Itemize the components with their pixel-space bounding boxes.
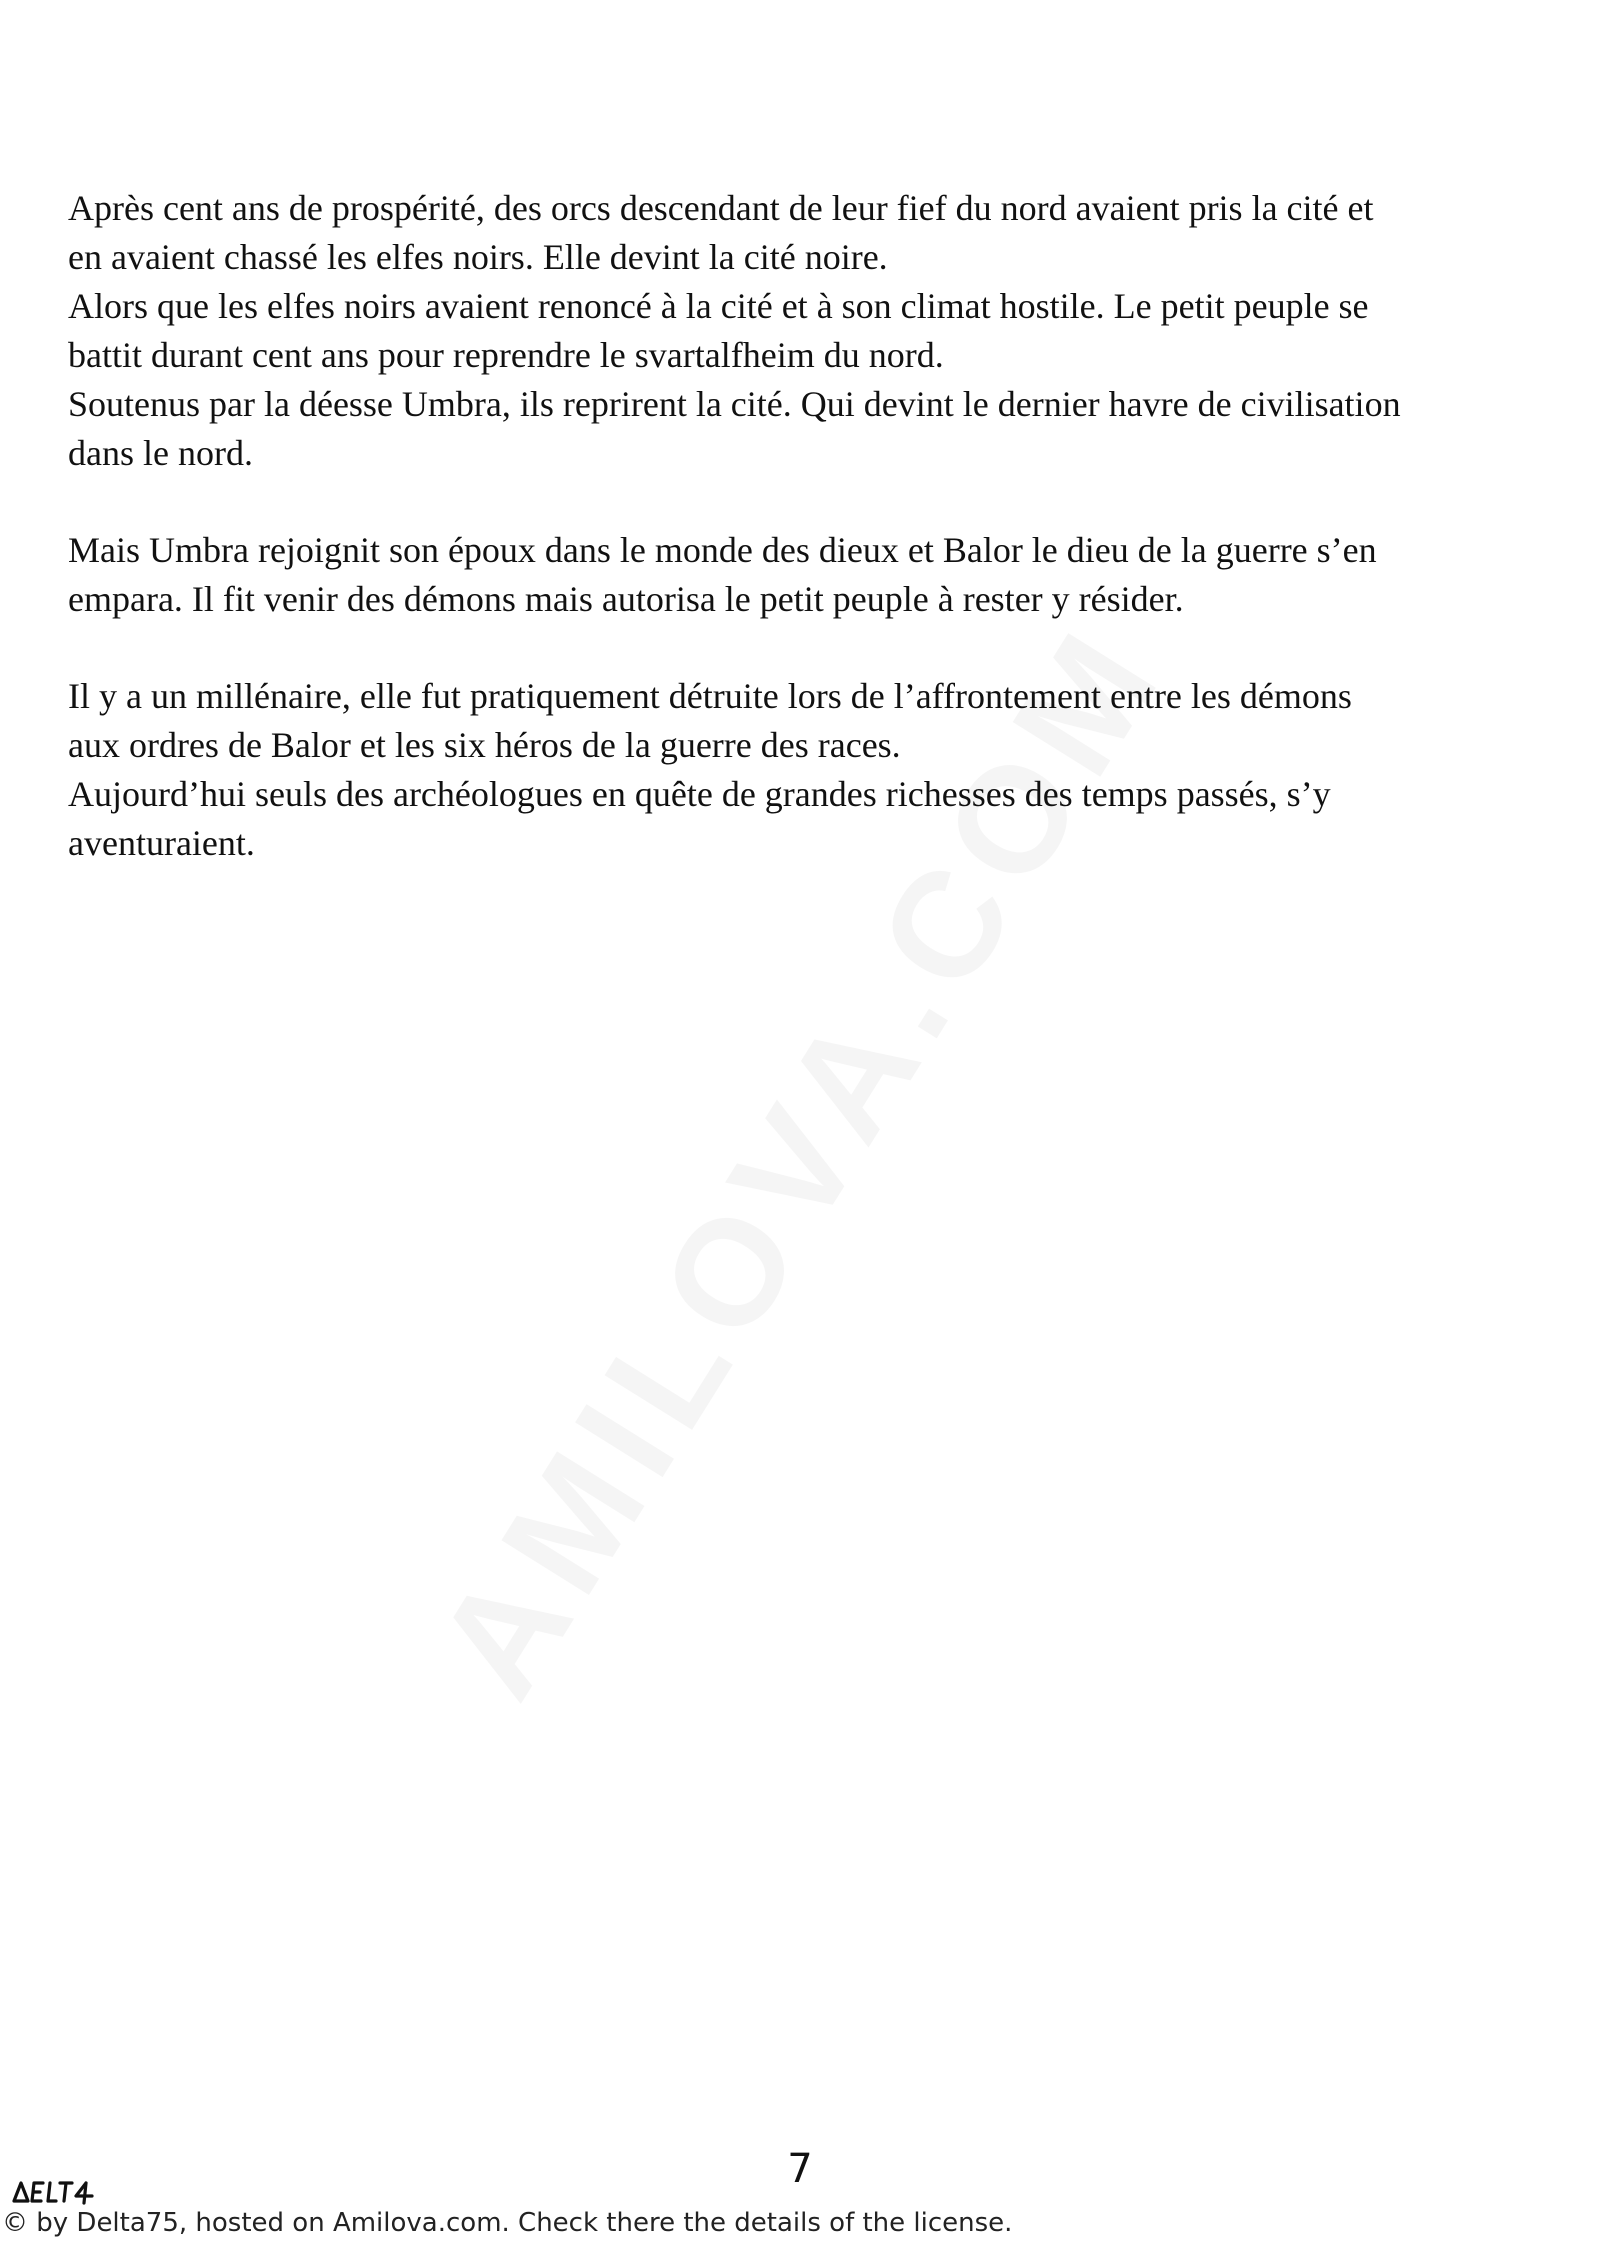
license-footer: © by Delta75, hosted on Amilova.com. Check there the details of the license. xyxy=(2,2208,1013,2238)
text-line: battit durant cent ans pour reprendre le svartalfheim du nord. xyxy=(68,335,944,375)
paragraph-2 xyxy=(68,526,1568,624)
text-line: empara. Il fit venir des démons mais autorisa le petit peuple à rester y résider. xyxy=(68,579,1184,619)
text-line: aux ordres de Balor et les six héros de la guerre des races. xyxy=(68,725,901,765)
body-text xyxy=(68,184,1568,916)
paragraph-1 xyxy=(68,184,1568,478)
text-line: aventuraient. xyxy=(68,823,255,863)
text-line: Aujourd’hui seuls des archéologues en quête de grandes richesses des temps passés, s’y xyxy=(68,774,1331,814)
text-line: Après cent ans de prospérité, des orcs descendant de leur fief du nord avaient pris la cité et xyxy=(68,188,1374,228)
text-line: dans le nord. xyxy=(68,433,253,473)
text-line: Il y a un millénaire, elle fut pratiquement détruite lors de l’affrontement entre les démons xyxy=(68,676,1352,716)
delta-logo xyxy=(10,2175,102,2205)
text-line: Mais Umbra rejoignit son époux dans le monde des dieux et Balor le dieu de la guerre s’en xyxy=(68,530,1377,570)
paragraph-3 xyxy=(68,672,1568,868)
text-line: Soutenus par la déesse Umbra, ils reprirent la cité. Qui devint le dernier havre de civilisation xyxy=(68,384,1401,424)
page-number: 7 xyxy=(787,2146,813,2192)
text-line: Alors que les elfes noirs avaient renoncé à la cité et à son climat hostile. Le petit peuple se xyxy=(68,286,1369,326)
text-line: en avaient chassé les elfes noirs. Elle devint la cité noire. xyxy=(68,237,888,277)
